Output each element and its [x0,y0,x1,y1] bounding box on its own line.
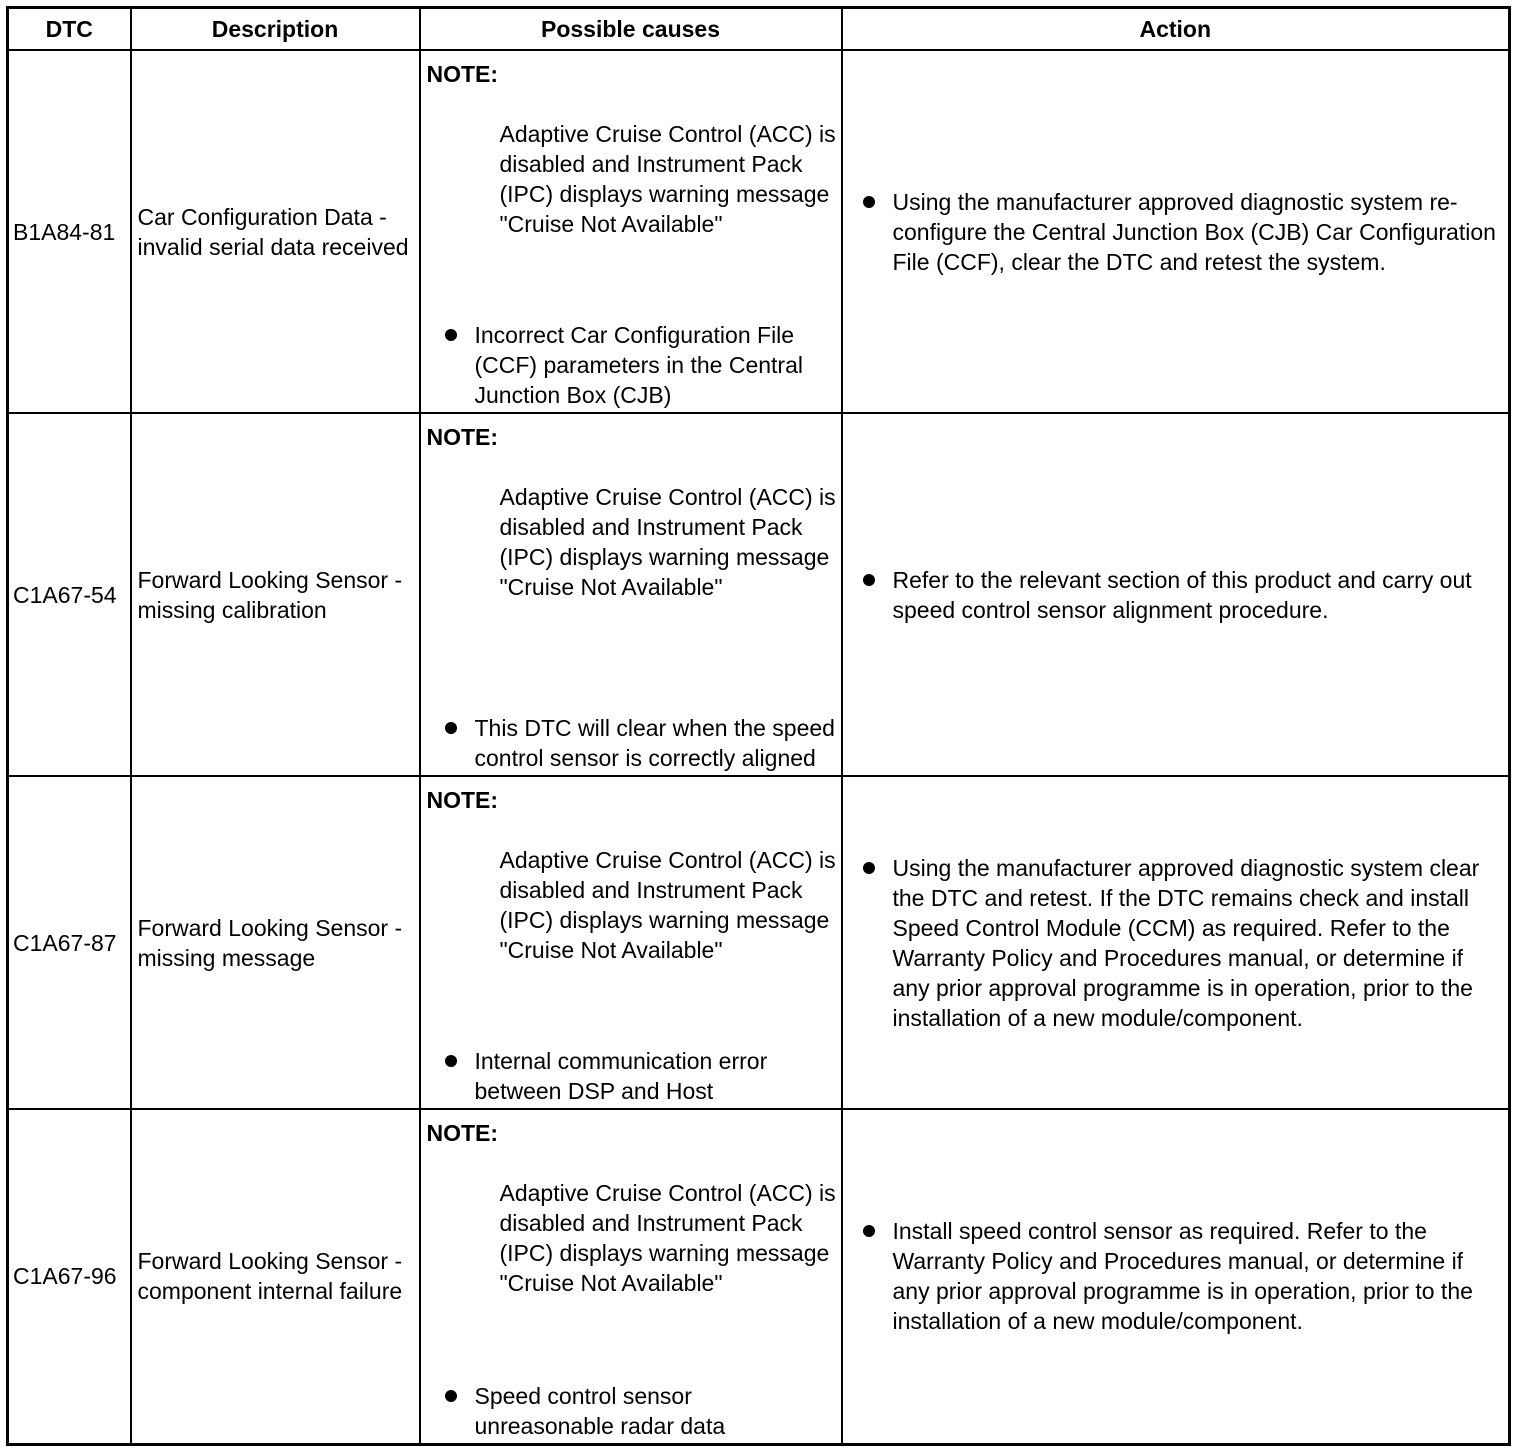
dtc-description: Forward Looking Sensor - missing calibration [131,413,420,776]
dtc-description: Car Configuration Data - invalid serial data received [131,50,420,413]
action-cell [842,1109,1510,1444]
action-text: Using the manufacturer approved diagnostic system re-configure the Central Junction Box (CJB) Car Configuration File (CCF), clear the DTC and retest the system. [892,188,1496,275]
header-description: Description [131,8,420,51]
cause-bullet [427,1381,837,1441]
possible-causes-cell [420,1109,842,1444]
action-bullet [863,565,1503,625]
bullet-icon [445,1055,457,1067]
note-text: Adaptive Cruise Control (ACC) is disabled and Instrument Pack (IPC) displays warning message "Cruise Not Available" [499,847,836,963]
cause-bullet [427,713,837,773]
action-bullet [863,853,1503,1033]
dtc-code: B1A84-81 [8,50,131,413]
action-text: Install speed control sensor as required. Refer to the Warranty Policy and Procedures manual, or determine if any prior approval programme is in operation, prior to the installation of a new module/component. [892,1218,1473,1335]
dtc-table [6,6,1511,1446]
note-text: Adaptive Cruise Control (ACC) is disabled and Instrument Pack (IPC) displays warning message "Cruise Not Available" [499,484,836,600]
note-text: Adaptive Cruise Control (ACC) is disabled and Instrument Pack (IPC) displays warning message "Cruise Not Available" [499,1180,836,1296]
bullet-icon [863,1225,875,1237]
cause-text: Speed control sensor unreasonable radar data [474,1382,726,1439]
bullet-icon [863,196,875,208]
action-cell [842,50,1510,413]
header-dtc: DTC [8,8,131,51]
dtc-code: C1A67-54 [8,413,131,776]
note-label: NOTE: [426,424,499,450]
table-row [8,50,1510,413]
header-row [8,8,1510,51]
possible-causes-cell [420,50,842,413]
cause-text: Incorrect Car Configuration File (CCF) parameters in the Central Junction Box (CJB) [474,322,803,408]
note-label: NOTE: [426,1120,499,1146]
dtc-code: C1A67-87 [8,776,131,1109]
possible-causes-cell [420,413,842,776]
dtc-description: Forward Looking Sensor - component internal failure [131,1109,420,1444]
dtc-code: C1A67-96 [8,1109,131,1444]
bullet-icon [445,329,457,341]
action-text: Using the manufacturer approved diagnostic system clear the DTC and retest. If the DTC remains check and install Speed Control Module (CCM) as required. Refer to the Warranty Policy and Procedures manual, or determine if any prior approval programme is in operation, prior to the installation of a new module/component. [892,854,1480,1031]
table-row [8,1109,1510,1444]
bullet-icon [863,574,875,586]
note-text: Adaptive Cruise Control (ACC) is disabled and Instrument Pack (IPC) displays warning message "Cruise Not Available" [499,121,836,237]
table-row [8,413,1510,776]
action-cell [842,413,1510,776]
bullet-icon [863,862,875,874]
cause-text: This DTC will clear when the speed control sensor is correctly aligned [474,715,835,771]
table-row [8,776,1510,1109]
cause-bullet [427,320,837,410]
header-possible-causes: Possible causes [420,8,842,51]
note-label: NOTE: [426,787,499,813]
cause-text: Internal communication error between DSP and Host [474,1048,768,1104]
header-action: Action [842,8,1510,51]
possible-causes-cell [420,776,842,1109]
action-cell [842,776,1510,1109]
action-bullet [863,187,1503,277]
note-label: NOTE: [426,61,499,87]
bullet-icon [445,1390,457,1402]
action-bullet [863,1216,1503,1336]
dtc-description: Forward Looking Sensor - missing message [131,776,420,1109]
cause-bullet [427,1046,837,1106]
action-text: Refer to the relevant section of this product and carry out speed control sensor alignment procedure. [892,566,1472,623]
bullet-icon [445,722,457,734]
